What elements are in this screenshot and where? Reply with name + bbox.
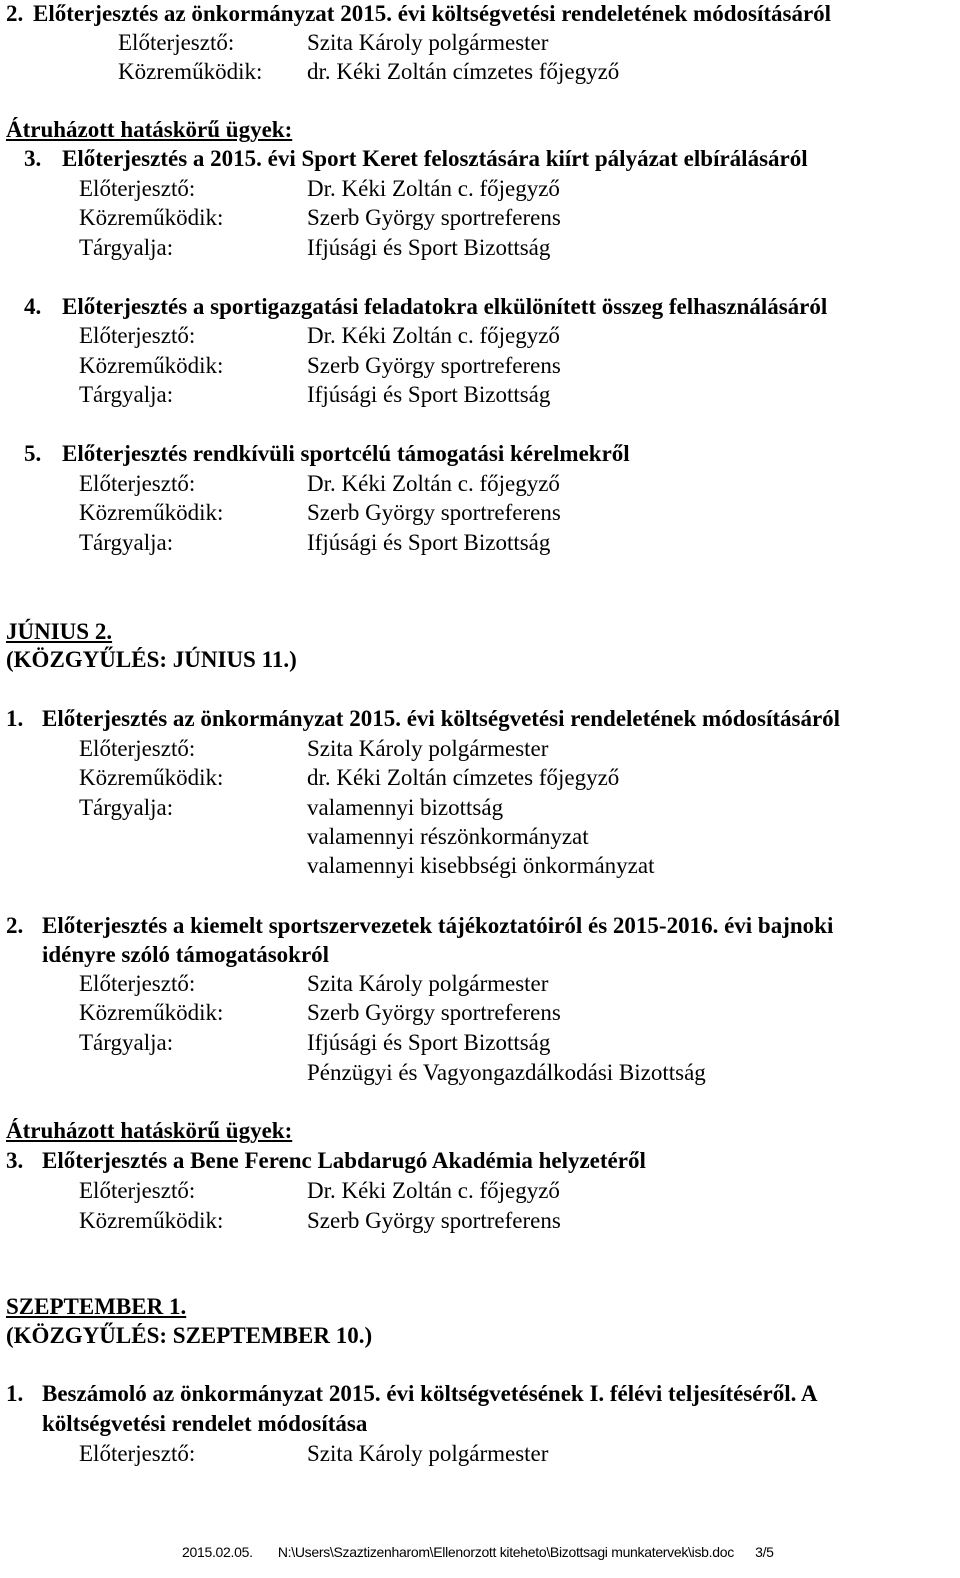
value-contributor: Szerb György sportreferens <box>307 500 561 525</box>
value-presenter: Szita Károly polgármester <box>307 736 549 761</box>
label-discussed: Tárgyalja: <box>79 795 174 820</box>
label-presenter: Előterjesztő: <box>79 471 196 496</box>
agenda-item <box>0 1381 960 1407</box>
label-presenter: Előterjesztő: <box>79 971 196 996</box>
agenda-item-continued <box>0 942 960 968</box>
detail-row <box>0 205 960 231</box>
footer-file-path: N:\Users\Szaztizenharom\Ellenorzott kiteheto\Bizottsagi munkatervek\isb.doc <box>277 1544 734 1560</box>
value-contributor: dr. Kéki Zoltán címzetes főjegyző <box>307 765 620 790</box>
label-discussed: Tárgyalja: <box>79 235 174 260</box>
value-presenter: Szita Károly polgármester <box>307 971 549 996</box>
detail-row <box>0 1441 960 1467</box>
label-discussed: Tárgyalja: <box>79 382 174 407</box>
detail-row <box>0 765 960 791</box>
item-title-continued: költségvetési rendelet módosítása <box>42 1411 368 1436</box>
detail-row <box>0 1000 960 1026</box>
agenda-item <box>0 913 960 939</box>
label-discussed: Tárgyalja: <box>79 1030 174 1055</box>
value-presenter: Dr. Kéki Zoltán c. főjegyző <box>307 176 560 201</box>
assembly-date-heading: (KÖZGYŰLÉS: SZEPTEMBER 10.) <box>6 1323 373 1348</box>
label-contributor: Közreműködik: <box>79 353 224 378</box>
footer-page-number: 3/5 <box>755 1544 774 1560</box>
item-title: Előterjesztés a 2015. évi Sport Keret felosztására kiírt pályázat elbírálásáról <box>62 146 808 171</box>
value-discussed: valamennyi részönkormányzat <box>307 824 589 849</box>
label-discussed: Tárgyalja: <box>79 530 174 555</box>
detail-row <box>0 1060 960 1086</box>
label-contributor: Közreműködik: <box>118 59 263 84</box>
label-presenter: Előterjesztő: <box>79 1178 196 1203</box>
section-heading-delegated: Átruházott hatáskörű ügyek: <box>6 117 293 142</box>
value-presenter: Dr. Kéki Zoltán c. főjegyző <box>307 471 560 496</box>
value-contributor: Szerb György sportreferens <box>307 1000 561 1025</box>
meeting-date-heading: JÚNIUS 2. <box>6 619 113 644</box>
label-presenter: Előterjesztő: <box>79 323 196 348</box>
detail-row <box>0 59 960 85</box>
agenda-item <box>0 706 960 732</box>
detail-row <box>0 1178 960 1204</box>
section-heading-delegated: Átruházott hatáskörű ügyek: <box>6 1118 293 1143</box>
assembly-date-heading: (KÖZGYŰLÉS: JÚNIUS 11.) <box>6 647 297 672</box>
item-title: Előterjesztés a Bene Ferenc Labdarugó Akadémia helyzetéről <box>42 1148 646 1173</box>
detail-row <box>0 500 960 526</box>
agenda-item <box>0 294 960 320</box>
detail-row <box>0 1208 960 1234</box>
label-contributor: Közreműködik: <box>79 205 224 230</box>
page-footer <box>182 1544 774 1560</box>
value-presenter: Dr. Kéki Zoltán c. főjegyző <box>307 323 560 348</box>
detail-row <box>0 1030 960 1056</box>
item-title: Előterjesztés a sportigazgatási feladatokra elkülönített összeg felhasználásáról <box>62 294 828 319</box>
item-title: Előterjesztés az önkormányzat 2015. évi költségvetési rendeletének módosításáról <box>42 706 841 731</box>
value-presenter: Szita Károly polgármester <box>307 1441 549 1466</box>
value-contributor: Szerb György sportreferens <box>307 353 561 378</box>
detail-row <box>0 795 960 821</box>
item-title-continued: idényre szóló támogatásokról <box>42 942 330 967</box>
agenda-item <box>0 441 960 467</box>
item-title: Előterjesztés a kiemelt sportszervezetek tájékoztatóiról és 2015-2016. évi bajnoki <box>42 913 834 938</box>
footer-date: 2015.02.05. <box>182 1544 253 1560</box>
detail-row <box>0 382 960 408</box>
detail-row <box>0 971 960 997</box>
label-presenter: Előterjesztő: <box>118 30 235 55</box>
label-presenter: Előterjesztő: <box>79 736 196 761</box>
detail-row <box>0 824 960 850</box>
agenda-item <box>0 1148 960 1174</box>
item-number: 1. <box>6 1381 24 1406</box>
item-number: 2. <box>6 913 24 938</box>
label-contributor: Közreműködik: <box>79 1208 224 1233</box>
value-discussed: Ifjúsági és Sport Bizottság <box>307 235 551 260</box>
label-contributor: Közreműködik: <box>79 1000 224 1025</box>
meeting-date-heading: SZEPTEMBER 1. <box>6 1294 187 1319</box>
detail-row <box>0 323 960 349</box>
value-contributor: Szerb György sportreferens <box>307 1208 561 1233</box>
value-discussed: valamennyi bizottság <box>307 795 504 820</box>
item-title: Beszámoló az önkormányzat 2015. évi költségvetésének I. félévi teljesítéséről. A <box>42 1381 818 1406</box>
detail-row <box>0 853 960 879</box>
label-contributor: Közreműködik: <box>79 500 224 525</box>
value-presenter: Szita Károly polgármester <box>307 30 549 55</box>
detail-row <box>0 176 960 202</box>
detail-row <box>0 353 960 379</box>
value-contributor: Szerb György sportreferens <box>307 205 561 230</box>
value-contributor: dr. Kéki Zoltán címzetes főjegyző <box>307 59 620 84</box>
value-presenter: Dr. Kéki Zoltán c. főjegyző <box>307 1178 560 1203</box>
item-number: 2. <box>6 1 24 26</box>
detail-row <box>0 235 960 261</box>
agenda-item <box>0 146 960 172</box>
item-number: 3. <box>6 1148 24 1173</box>
item-number: 4. <box>24 294 42 319</box>
label-presenter: Előterjesztő: <box>79 176 196 201</box>
detail-row <box>0 471 960 497</box>
value-discussed: Ifjúsági és Sport Bizottság <box>307 1030 551 1055</box>
item-title: Előterjesztés az önkormányzat 2015. évi költségvetési rendeletének módosításáról <box>33 1 832 26</box>
value-discussed: Ifjúsági és Sport Bizottság <box>307 382 551 407</box>
item-number: 5. <box>24 441 42 466</box>
detail-row <box>0 530 960 556</box>
label-contributor: Közreműködik: <box>79 765 224 790</box>
value-discussed: valamennyi kisebbségi önkormányzat <box>307 853 655 878</box>
value-discussed: Pénzügyi és Vagyongazdálkodási Bizottság <box>307 1060 706 1085</box>
item-number: 1. <box>6 706 24 731</box>
agenda-item-continued <box>0 1411 960 1437</box>
label-presenter: Előterjesztő: <box>79 1441 196 1466</box>
agenda-item <box>0 1 960 27</box>
value-discussed: Ifjúsági és Sport Bizottság <box>307 530 551 555</box>
detail-row <box>0 30 960 56</box>
item-title: Előterjesztés rendkívüli sportcélú támogatási kérelmekről <box>62 441 630 466</box>
item-number: 3. <box>24 146 42 171</box>
detail-row <box>0 736 960 762</box>
